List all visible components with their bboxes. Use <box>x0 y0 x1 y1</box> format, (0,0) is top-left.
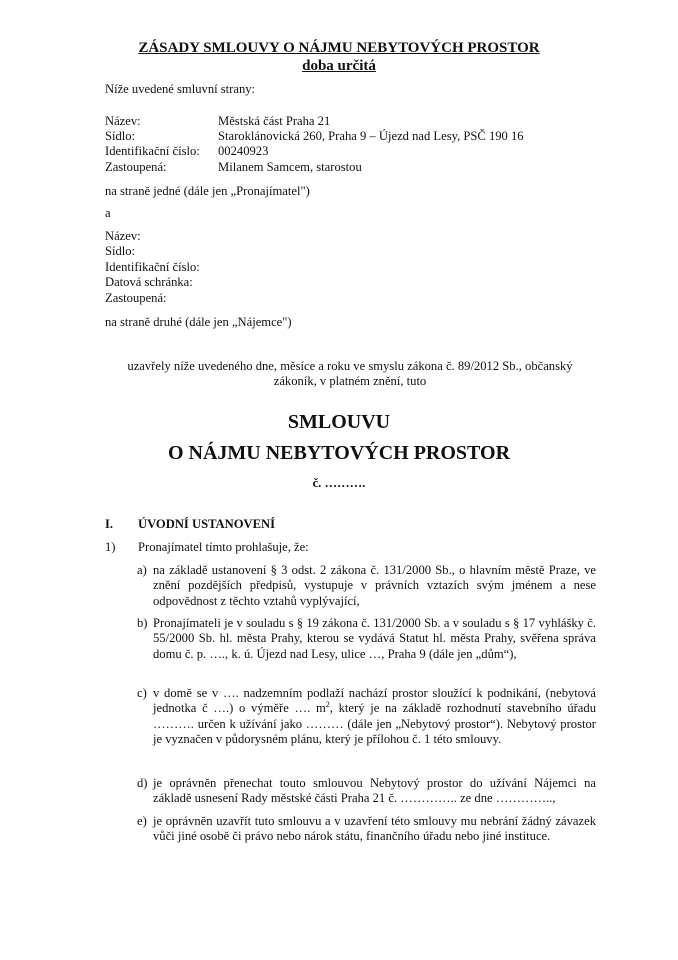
document-title: ZÁSADY SMLOUVY O NÁJMU NEBYTOVÝCH PROSTOR <box>138 40 540 56</box>
section-heading <box>105 517 275 532</box>
field-label: Identifikační číslo: <box>105 144 200 158</box>
list-item-e <box>137 814 596 845</box>
tenant-field-databox: Datová schránka: <box>105 275 193 289</box>
item-text-part-1: v domě se v …. nadzemním podlaží nachází prostor sloužící k podnikání, (nebytová jednotka č ….) o výměře …. m <box>153 686 596 716</box>
landlord-field-id <box>105 144 268 159</box>
field-label: Název: <box>105 114 141 128</box>
item-text: je oprávněn uzavřít tuto smlouvu a v uzavření této smlouvy mu nebrání žádný závazek vůči jiné osobě či právo nebo nárok státu, finančního úřadu nebo jiné instituce. <box>153 814 596 844</box>
tenant-field-address: Sídlo: <box>105 244 136 258</box>
superscript: 2 <box>325 700 330 710</box>
list-item-d <box>137 776 596 807</box>
tenant-field-id: Identifikační číslo: <box>105 260 200 274</box>
item-marker: a) <box>137 563 147 577</box>
section-number: I. <box>105 517 114 531</box>
item-marker: d) <box>137 776 148 790</box>
landlord-field-representative <box>105 160 362 175</box>
item-text <box>153 686 596 748</box>
landlord-field-address <box>105 129 524 144</box>
contract-title-line-1: SMLOUVU <box>287 411 391 433</box>
list-item-a <box>137 563 596 609</box>
preamble-line-2: zákoník, v platném znění, tuto <box>273 374 427 388</box>
field-value: Staroklánovická 260, Praha 9 – Újezd nad Lesy, PSČ 190 16 <box>218 129 524 143</box>
tenant-role: na straně druhé (dále jen „Nájemce") <box>105 315 292 329</box>
field-label: Sídlo: <box>105 129 136 143</box>
list-item-c <box>137 686 596 748</box>
preamble-line-1: uzavřely níže uvedeného dne, měsíce a roku ve smyslu zákona č. 89/2012 Sb., občanský <box>127 359 573 373</box>
item-text: na základě ustanovení § 3 odst. 2 zákona č. 131/2000 Sb., o hlavním městě Praze, ve znění pozdějších předpisů, vystupuje v právních vztazích svým jménem a nese odpovědnost z těchto vztahů vyplývající, <box>153 563 596 608</box>
conjunction: a <box>105 206 111 220</box>
landlord-field-name <box>105 114 330 129</box>
landlord-role: na straně jedné (dále jen „Pronajímatel") <box>105 184 310 198</box>
tenant-field-representative: Zastoupená: <box>105 291 167 305</box>
item-marker: e) <box>137 814 147 828</box>
field-value: Městská část Praha 21 <box>218 114 331 128</box>
point-text: Pronajímatel tímto prohlašuje, že: <box>138 540 309 554</box>
point-number: 1) <box>105 540 116 554</box>
field-value: 00240923 <box>218 144 269 158</box>
parties-intro: Níže uvedené smluvní strany: <box>105 82 256 96</box>
field-value: Milanem Samcem, starostou <box>218 160 362 174</box>
point-1 <box>105 540 309 555</box>
contract-number: č. ………. <box>312 476 366 490</box>
item-text: Pronajímateli je v souladu s § 19 zákona č. 131/2000 Sb. a v souladu s § 17 vyhlášky č. 55/2000 Sb. hl. města Prahy, kterou se vydává Statut hl. města Prahy, svěřena správa domu č. p. …., k. ú. Újezd nad Lesy, ulice …, Praha 9 (dále jen „dům“), <box>153 616 596 661</box>
contract-title-line-2: O NÁJMU NEBYTOVÝCH PROSTOR <box>167 442 511 464</box>
item-text-part-2: , který je na základě rozhodnutí stavebního úřadu ………. určen k užívání jako ……… (dále jen „Nebytový prostor“). Nebytový prostor je vyznačen v půdorysném plánu, který je přílohou č. 1 této smlouvy. <box>153 701 596 747</box>
tenant-field-name: Název: <box>105 229 141 243</box>
document-subtitle: doba určitá <box>302 58 376 74</box>
item-text: je oprávněn přenechat touto smlouvou Nebytový prostor do užívání Nájemci na základě usnesení Rady městské části Praha 21 č. ………….. ze dne ………….., <box>153 776 596 806</box>
list-item-b <box>137 616 596 662</box>
item-marker: c) <box>137 686 147 700</box>
field-label: Zastoupená: <box>105 160 167 174</box>
section-title: ÚVODNÍ USTANOVENÍ <box>138 517 276 531</box>
item-marker: b) <box>137 616 148 630</box>
